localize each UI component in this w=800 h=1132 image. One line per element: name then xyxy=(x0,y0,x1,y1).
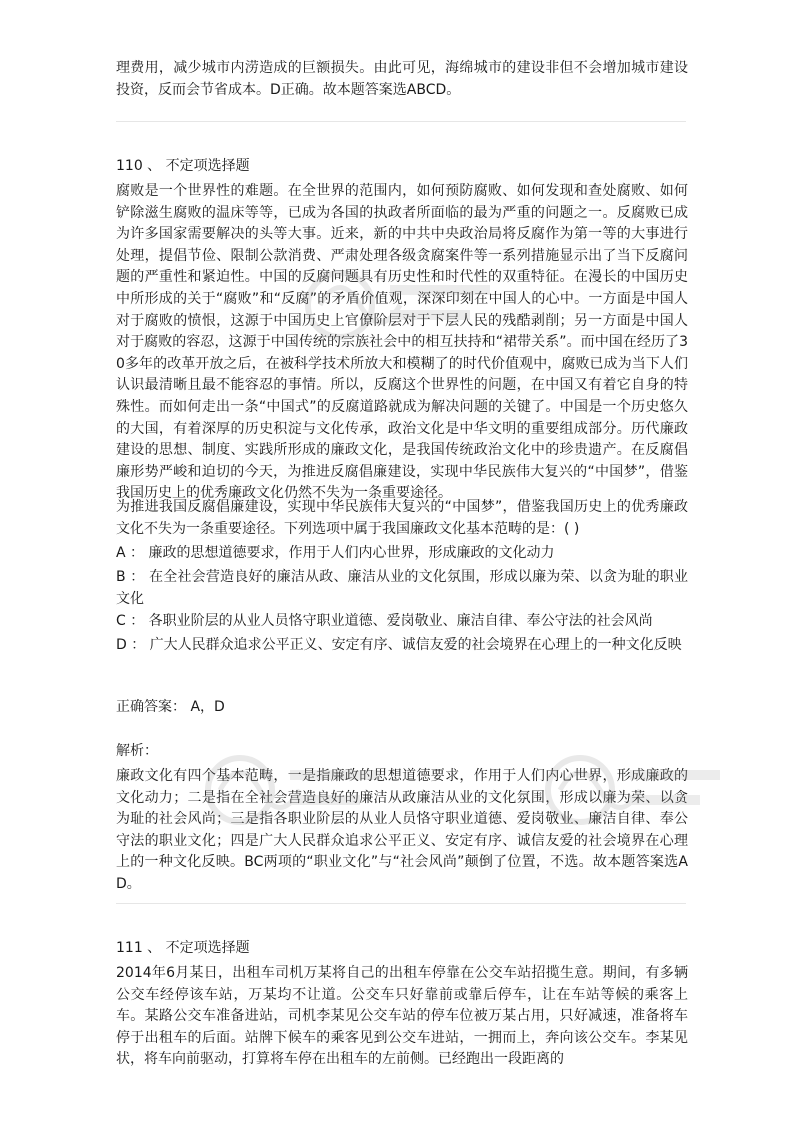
divider xyxy=(116,903,686,904)
question-110-passage: 腐败是一个世界性的难题。在全世界的范围内，如何预防腐败、如何发现和查处腐败、如何铲除滋生腐败的温床等等，已成为各国的执政者所面临的最为严重的问题之一。反腐败已成为许多国家需要解决的头等大事。近来，新的中共中央政治局将反腐作为第一等的大事进行处理，提倡节俭、限制公款消费、严肃处理各级贪腐案件等一系列措施显示出了当下反腐问题的严重性和紧迫性。中国的反腐问题具有历史性和时代性的双重特征。在漫长的中国历史中所形成的关于“腐败”和“反腐”的矛盾价值观，深深印刻在中国人的心中。一方面是中国人对于腐败的愤恨，这源于中国历史上官僚阶层对于下层人民的残酷剥削；另一方面是中国人对于腐败的容忍，这源于中国传统的宗族社会中的相互扶持和“裙带关系”。而中国在经历了30多年的改革开放之后，在被科学技术所放大和模糊了的时代价值观中，腐败已成为当下人们认识最清晰且最不能容忍的事情。所以，反腐这个世界性的问题，在中国又有着它自身的特殊性。而如何走出一条“中国式”的反腐道路就成为解决问题的关键了。中国是一个历史悠久的大国，有着深厚的历史积淀与文化传承，政治文化是中华文明的重要组成部分。历代廉政建设的思想、制度、实践所形成的廉政文化，是我国传统政治文化中的珍贵遗产。在反腐倡廉形势严峻和迫切的今天，为推进反腐倡廉建设，实现中华民族伟大复兴的“中国梦”，借鉴我国历史上的优秀廉政文化仍然不失为一条重要途径。 xyxy=(116,183,688,502)
question-111-header: 111 、 不定项选择题 xyxy=(116,940,250,956)
correct-answer: 正确答案： A，D xyxy=(116,699,225,715)
option-b: B ： 在全社会营造良好的廉洁从政、廉洁从业的文化氛围，形成以廉为荣、以贪为耻的职业文化 xyxy=(116,569,688,607)
option-d: D ： 广大人民群众追求公平正义、安定有序、诚信友爱的社会境界在心理上的一种文化反映 xyxy=(116,637,682,653)
analysis-text: 廉政文化有四个基本范畴，一是指廉政的思想道德要求，作用于人们内心世界，形成廉政的文化动力；二是指在全社会营造良好的廉洁从政廉洁从业的文化氛围，形成以廉为荣、以贪为耻的社会风尚；三是指各职业阶层的从业人员恪守职业道德、爱岗敬业、廉洁自律、奉公守法的职业文化；四是广大人民群众追求公平正义、安定有序、诚信友爱的社会境界在心理上的一种文化反映。BC两项的“职业文化”与“社会风尚”颠倒了位置，不选。故本题答案选AD。 xyxy=(116,768,688,892)
divider xyxy=(116,121,686,122)
analysis-label: 解析： xyxy=(116,743,158,759)
question-110-stem: 为推进我国反腐倡廉建设，实现中华民族伟大复兴的“中国梦”，借鉴我国历史上的优秀廉政文化不失为一条重要途径。下列选项中属于我国廉政文化基本范畴的是：( ) xyxy=(116,499,688,537)
question-110-header: 110 、 不定项选择题 xyxy=(116,158,250,174)
option-a: A ： 廉政的思想道德要求，作用于人们内心世界，形成廉政的文化动力 xyxy=(116,545,555,561)
previous-question-tail: 理费用，减少城市内涝造成的巨额损失。由此可见，海绵城市的建设非但不会增加城市建设投资，反而会节省成本。D正确。故本题答案选ABCD。 xyxy=(116,60,688,98)
question-111-passage: 2014年6月某日，出租车司机万某将自己的出租车停靠在公交车站招揽生意。期间，有多辆公交车经停该车站，万某均不让道。公交车只好靠前或靠后停车，让在车站等候的乘客上车。某路公交车准备进站，司机李某见公交车站的停车位被万某占用，只好减速，准备将车停于出租车的后面。站牌下候车的乘客见到公交车进站，一拥而上，奔向该公交车。李某见状，将车向前驱动，打算将车停在出租车的左前侧。已经跑出一段距离的 xyxy=(116,965,688,1068)
option-c: C ： 各职业阶层的从业人员恪守职业道德、爱岗敬业、廉洁自律、奉公守法的社会风尚 xyxy=(116,613,653,629)
